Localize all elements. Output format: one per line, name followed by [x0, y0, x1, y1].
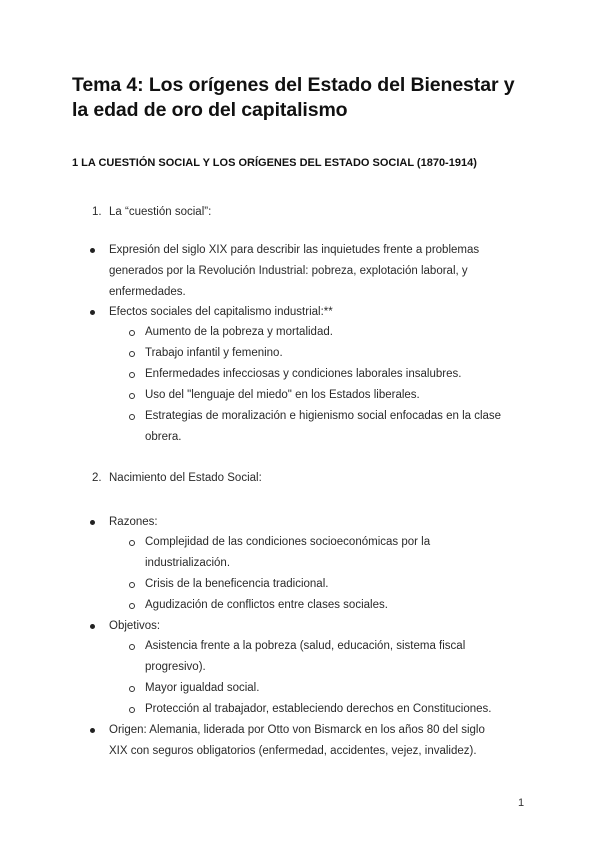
bullet-dot	[90, 310, 95, 315]
sub-bullet-circle	[129, 707, 135, 713]
sub-list-item-text: Agudización de conflictos entre clases sociales.	[145, 599, 388, 611]
page-number: 1	[518, 797, 525, 809]
list-item-text: Origen: Alemania, liderada por Otto von Bismarck en los años 80 del siglo	[109, 724, 485, 736]
title-line-2: la edad de oro del capitalismo	[72, 99, 348, 121]
bullet-dot	[90, 520, 95, 525]
sub-bullet-circle	[129, 351, 135, 357]
sub-bullet-circle	[129, 393, 135, 399]
bullet-dot	[90, 624, 95, 629]
sub-list-item-text: Complejidad de las condiciones socioeconómicas por la	[145, 536, 431, 548]
item-1-number: 1.	[92, 206, 102, 218]
sub-list-item-text: Crisis de la beneficencia tradicional.	[145, 578, 329, 590]
sub-list-item-text: Estrategias de moralización e higienismo social enfocadas en la clase	[145, 410, 502, 422]
sub-list-item-text: industrialización.	[145, 557, 231, 569]
sub-bullet-circle	[129, 603, 135, 609]
page-title	[72, 73, 542, 123]
sub-bullet-circle	[129, 330, 135, 336]
sub-list-item-text: obrera.	[145, 431, 182, 443]
sub-bullet-circle	[129, 644, 135, 650]
section-heading: 1 LA CUESTIÓN SOCIAL Y LOS ORÍGENES DEL ESTADO SOCIAL (1870-1914)	[72, 157, 477, 169]
list-item-text: enfermedades.	[109, 286, 186, 298]
bullet-dot	[90, 248, 95, 253]
item-1-label: La “cuestión social”:	[109, 206, 212, 218]
sub-list-item-text: Trabajo infantil y femenino.	[145, 347, 283, 359]
sub-list-item-text: progresivo).	[145, 661, 206, 673]
list-item-text: XIX con seguros obligatorios (enfermedad, accidentes, vejez, invalidez).	[109, 745, 477, 757]
item-2-number: 2.	[92, 472, 102, 484]
list-item-text: generados por la Revolución Industrial: pobreza, explotación laboral, y	[109, 265, 468, 277]
list-item-text: Efectos sociales del capitalismo industrial:**	[109, 306, 333, 318]
sub-bullet-circle	[129, 686, 135, 692]
sub-bullet-circle	[129, 582, 135, 588]
list-item-text: Objetivos:	[109, 620, 161, 632]
title-line-1: Tema 4: Los orígenes del Estado del Bienestar y	[72, 74, 515, 96]
sub-bullet-circle	[129, 414, 135, 420]
sub-bullet-circle	[129, 540, 135, 546]
sub-list-item-text: Protección al trabajador, estableciendo derechos en Constituciones.	[145, 703, 492, 715]
sub-bullet-circle	[129, 372, 135, 378]
list-item-text: Razones:	[109, 516, 158, 528]
list-item-text: Expresión del siglo XIX para describir las inquietudes frente a problemas	[109, 244, 480, 256]
sub-list-item-text: Enfermedades infecciosas y condiciones laborales insalubres.	[145, 368, 462, 380]
sub-list-item-text: Asistencia frente a la pobreza (salud, educación, sistema fiscal	[145, 640, 466, 652]
item-2-label: Nacimiento del Estado Social:	[109, 472, 262, 484]
sub-list-item-text: Uso del "lenguaje del miedo" en los Estados liberales.	[145, 389, 420, 401]
sub-list-item-text: Mayor igualdad social.	[145, 682, 260, 694]
bullet-dot	[90, 728, 95, 733]
sub-list-item-text: Aumento de la pobreza y mortalidad.	[145, 326, 333, 338]
